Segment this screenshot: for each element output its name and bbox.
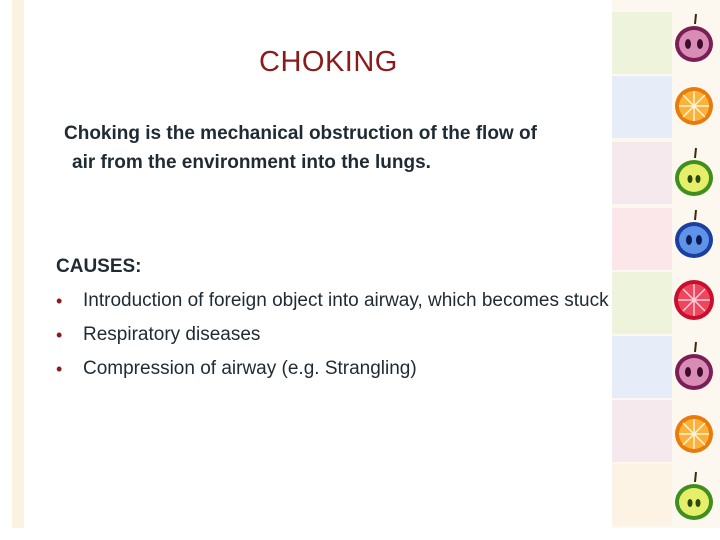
bullet-icon: • [56, 359, 63, 379]
bullet-icon: • [56, 325, 63, 345]
apple-blue-icon [672, 208, 716, 260]
apple-green-icon [672, 146, 716, 198]
definition-line: air from the environment into the lungs. [72, 152, 431, 173]
cause-text: Introduction of foreign object into airway, which becomes stuck [83, 290, 609, 311]
slide-title: CHOKING [259, 46, 398, 78]
definition-text [64, 119, 664, 177]
cause-text: Compression of airway (e.g. Strangling) [83, 358, 417, 379]
list-item [56, 321, 686, 349]
definition-line: Choking is the mechanical obstruction of the flow of [64, 123, 537, 144]
causes-heading: CAUSES: [56, 256, 142, 277]
bullet-icon: • [56, 291, 63, 311]
causes-list [56, 287, 686, 389]
left-accent-bar [12, 0, 24, 528]
apple-green-icon [672, 470, 716, 522]
list-item [56, 287, 686, 315]
list-item [56, 355, 686, 383]
orange-slice-icon [672, 408, 716, 460]
cause-text: Respiratory diseases [83, 324, 261, 345]
apple-purple-icon [672, 12, 716, 64]
orange-slice-icon [672, 80, 716, 132]
